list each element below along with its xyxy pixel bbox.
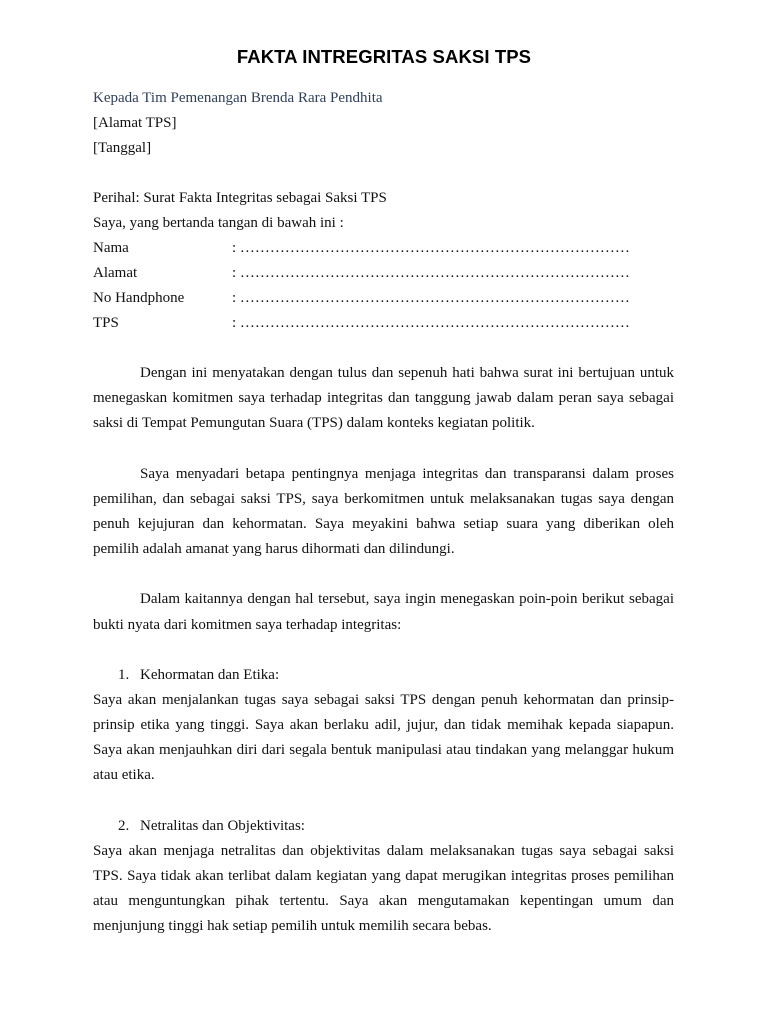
field-label: Nama [93,240,129,256]
point-title: Kehormatan dan Etika: [140,666,280,683]
paragraph-points-intro: Dalam kaitannya dengan hal tersebut, saya ingin menegaskan poin-poin berikut sebagai bukti nyata dari komitmen saya terhadap integritas: [93,591,674,633]
recipient-line: Kepada Tim Pemenangan Brenda Rara Pendhita [93,90,383,106]
point-heading [93,663,674,688]
field-tps [93,311,674,336]
paragraph-statement: Dengan ini menyatakan dengan tulus dan sepenuh hati bahwa surat ini bertujuan untuk menegaskan komitmen saya terhadap integritas dan tanggung jawab dalam peran saya sebagai saksi di Tempat Pemungutan Suara (TPS) dalam konteks kegiatan politik. [93,365,674,432]
subject-line: Perihal: Surat Fakta Integritas sebagai Saksi TPS [93,190,387,206]
document-body [93,86,674,939]
spacer [93,638,674,663]
field-label: No Handphone [93,290,185,306]
field-name [93,236,674,261]
field-phone [93,286,674,311]
date-line: [Tanggal] [93,140,152,156]
point-number: 2. [118,817,130,834]
point-body: Saya akan menjalankan tugas saya sebagai saksi TPS dengan penuh kehormatan dan prinsip-prinsip etika yang tinggi. Saya akan berlaku adil, jujur, dan tidak memihak kepada siapapun. Saya akan menjauhkan diri dari segala bentuk manipulasi atau tindakan yang melanggar hukum atau etika. [93,691,674,784]
field-blank: : …………………………………………………………………… [232,265,630,281]
address-line: [Alamat TPS] [93,115,177,131]
spacer [93,437,674,462]
spacer [93,789,674,814]
document-title: FAKTA INTREGRITAS SAKSI TPS [236,46,532,67]
point-body: Saya akan menjaga netralitas dan objektivitas dalam melaksanakan tugas saya sebagai saksi TPS. Saya tidak akan terlibat dalam kegiatan yang dapat merugikan integritas proses pemilihan atau menguntungkan pihak tertentu. Saya akan mengutamakan kepentingan umum dan menjunjung tinggi hak setiap pemilih untuk memilih secara bebas. [93,842,674,935]
spacer [93,161,674,186]
intro-line: Saya, yang bertanda tangan di bawah ini : [93,215,344,231]
field-label: Alamat [93,265,138,281]
field-label: TPS [93,315,119,331]
point-heading [93,814,674,839]
field-blank: : …………………………………………………………………… [232,240,630,256]
spacer [93,336,674,361]
field-blank: : …………………………………………………………………… [232,315,630,331]
field-address [93,261,674,286]
spacer [93,562,674,587]
paragraph-awareness: Saya menyadari betapa pentingnya menjaga integritas dan transparansi dalam proses pemilihan, dan sebagai saksi TPS, saya berkomitmen untuk melaksanakan tugas saya dengan penuh kejujuran dan kehormatan. Saya meyakini bahwa setiap suara yang diberikan oleh pemilih adalah amanat yang harus dihormati dan dilindungi. [93,465,674,558]
point-title: Netralitas dan Objektivitas: [140,817,305,834]
field-blank: : …………………………………………………………………… [232,290,630,306]
point-number: 1. [118,666,130,683]
